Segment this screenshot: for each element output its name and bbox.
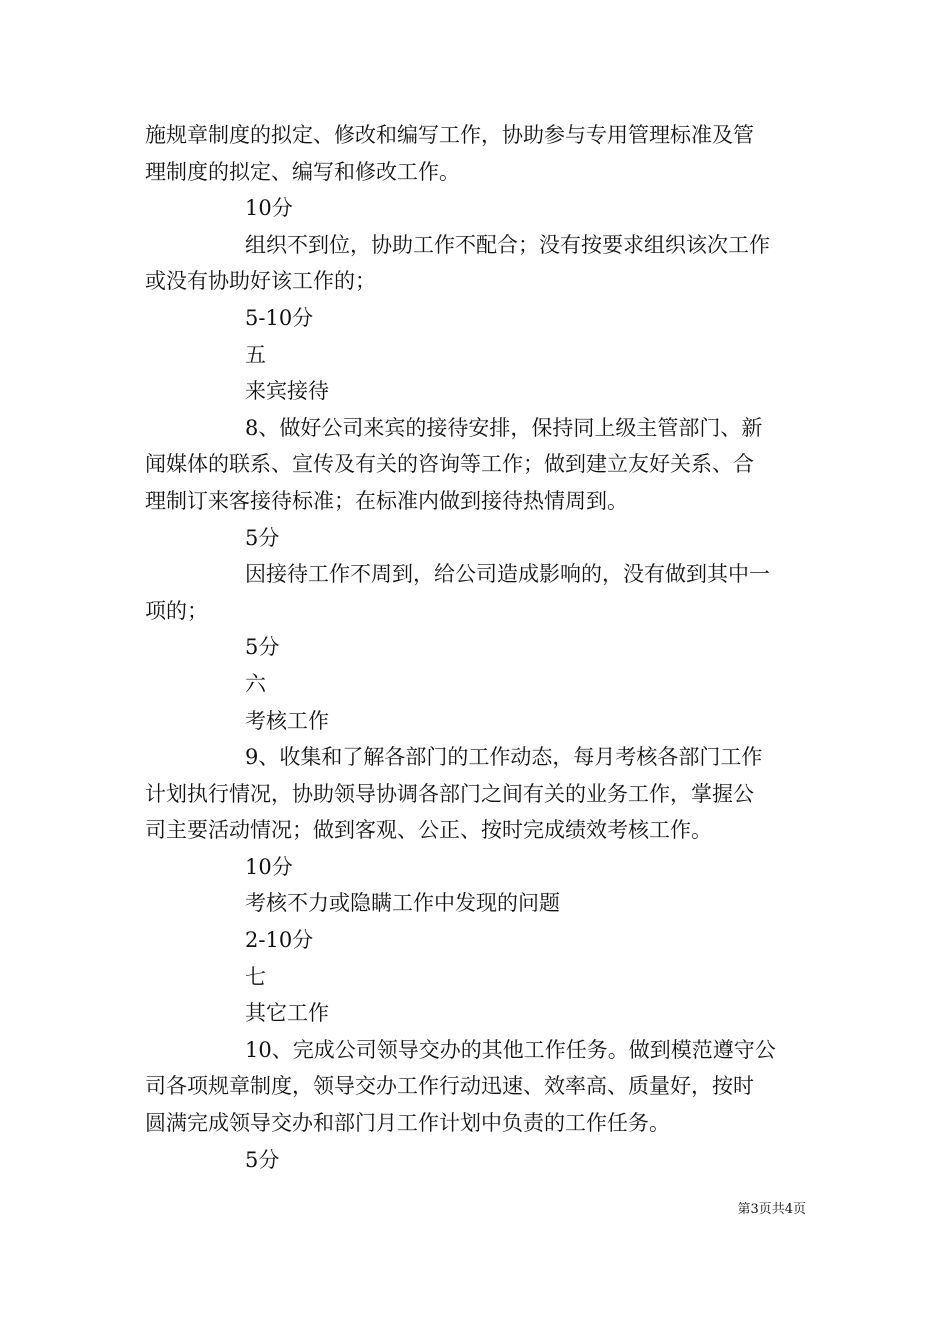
section-title: 来宾接待 (245, 379, 329, 404)
text-line: 理制度的拟定、编写和修改工作。 (145, 159, 460, 184)
text-line: 10、完成公司领导交办的其他工作任务。做到模范遵守公 (245, 1037, 776, 1062)
score-line: 5-10分 (245, 305, 314, 330)
text-line: 理制订来客接待标准；在标准内做到接待热情周到。 (145, 488, 628, 513)
section-number: 七 (245, 964, 266, 989)
text-line: 司主要活动情况；做到客观、公正、按时完成绩效考核工作。 (145, 818, 712, 843)
document-body (145, 117, 807, 1178)
text-line: 计划执行情况，协助领导协调各部门之间有关的业务工作，掌握公 (145, 781, 754, 806)
text-line: 因接待工作不周到，给公司造成影响的，没有做到其中一 (245, 562, 770, 587)
score-line: 5分 (245, 525, 280, 550)
text-line: 圆满完成领导交办和部门月工作计划中负责的工作任务。 (145, 1111, 670, 1136)
section-title: 其它工作 (245, 1001, 329, 1026)
text-line: 组织不到位，协助工作不配合；没有按要求组织该次工作 (245, 232, 770, 257)
page-footer (700, 1202, 806, 1218)
score-line: 5分 (245, 635, 280, 660)
page-number-label: 第3页共4页 (737, 1202, 806, 1217)
text-line: 司各项规章制度，领导交办工作行动迅速、效率高、质量好，按时 (145, 1074, 754, 1099)
score-line: 2-10分 (245, 928, 314, 953)
section-number: 六 (245, 671, 266, 696)
text-line: 闻媒体的联系、宣传及有关的咨询等工作；做到建立友好关系、合 (145, 452, 754, 477)
text-line: 施规章制度的拟定、修改和编写工作，协助参与专用管理标准及管 (145, 123, 754, 147)
text-line: 9、收集和了解各部门的工作动态，每月考核各部门工作 (245, 745, 763, 770)
section-number: 五 (245, 342, 266, 367)
text-line: 8、做好公司来宾的接待安排，保持同上级主管部门、新 (245, 415, 763, 440)
text-line: 项的； (145, 598, 208, 623)
score-line: 5分 (245, 1147, 280, 1172)
text-line: 考核不力或隐瞒工作中发现的问题 (245, 891, 560, 916)
section-title: 考核工作 (245, 708, 329, 733)
text-line: 或没有协助好该工作的； (145, 269, 376, 294)
score-line: 10分 (245, 196, 293, 221)
score-line: 10分 (245, 854, 293, 879)
